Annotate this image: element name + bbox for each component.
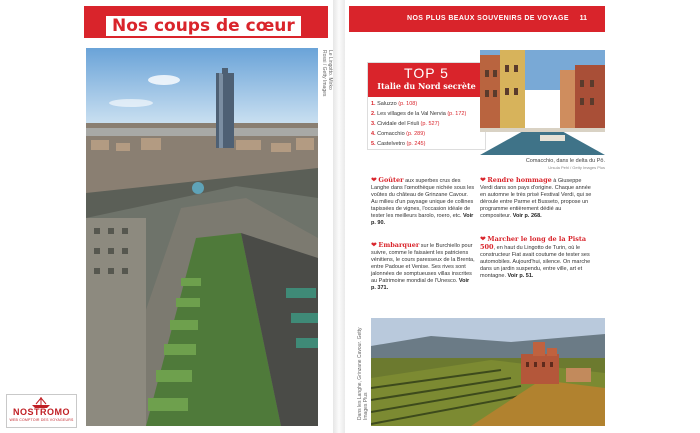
top5-box <box>367 62 486 150</box>
logo-tagline: WEB COMPTOIR DES VOYAGEURS <box>9 418 74 422</box>
entry-pista-500: ❤ Marcher le long de la Pista 500, en haut du Lingotto de Turin, où le constructeur Fiat avait coutume de tester ses automobiles. Aujourd'hui, silence. On marche dans un jardin suspendu, entre ville, art et montagne. Voir p. 51. <box>480 235 591 279</box>
heart-icon: ❤ <box>371 177 377 184</box>
comacchio-caption: Comacchio, dans le delta du Pô. <box>525 158 605 164</box>
running-header: NOS PLUS BEAUX SOUVENIRS DE VOYAGE <box>407 15 569 22</box>
top5-header <box>368 63 485 97</box>
lingotto-photo <box>86 48 318 426</box>
castle-caption: Dans les Langhe, Grinzane Cavour. Getty Images Plus <box>357 327 369 420</box>
heart-icon: ❤ <box>480 236 486 243</box>
grinzane-photo <box>371 318 605 426</box>
top5-subtitle: Italie du Nord secrète <box>377 81 476 91</box>
list-item: 5. Castelvetro (p. 245) <box>371 141 426 147</box>
heart-icon: ❤ <box>371 242 377 249</box>
entry-rendre-hommage: ❤ Rendre hommage à Giuseppe Verdi dans son pays d'origine. Chaque année en automne le très prisé Festival Verdi, qui se déroule entre Parme et Busseto, propose un programme entièrement dédié au compositeur. Voir p. 268. <box>480 176 592 219</box>
nostromo-logo[interactable] <box>6 394 77 428</box>
list-item: 2. Les villages de la Val Nervia (p. 172) <box>371 111 467 117</box>
heart-icon: ❤ <box>480 177 486 184</box>
list-item: 3. Cividale del Friuli (p. 527) <box>371 121 440 127</box>
logo-name: NOSTROMO <box>13 407 70 417</box>
left-page-banner <box>84 6 328 38</box>
top5-label: TOP 5 <box>404 65 449 81</box>
comacchio-photo <box>480 50 605 155</box>
top5-list <box>371 99 466 149</box>
page-title: Nos coups de cœur <box>106 16 301 36</box>
entry-gouter: ❤ Goûter aux superbes crus des Langhe dans l'œnothèque nichée sous les voûtes du château de Grinzane Cavour. Au milieu d'un paysage unique de collines tapissées de vignes, l'occasion idéale de tester les meilleurs barolo, roero, etc. Voir p. 90. <box>371 176 475 226</box>
page-number: 11 <box>579 15 587 22</box>
comacchio-credit: Ursula Pehl / Getty Images Plus <box>548 165 605 170</box>
right-page-banner <box>349 6 605 32</box>
list-item: 4. Comacchio (p. 289) <box>371 131 426 137</box>
lingotto-caption: Le Lingotto. Mirko Rossi / Getty Images <box>321 50 333 97</box>
entry-embarquer: ❤ Embarquer sur le Burchiello pour suivre, comme le faisaient les patriciens vénitiens, le cours paresseux de la Brenta, entre Padoue et Venise. Ses rives sont jalonnées de somptueuses villas inscrites au Patrimoine mondial de l'Unesco. Voir p. 371. <box>371 241 475 291</box>
list-item: 1. Saluzzo (p. 108) <box>371 101 418 107</box>
book-gutter <box>333 0 345 433</box>
